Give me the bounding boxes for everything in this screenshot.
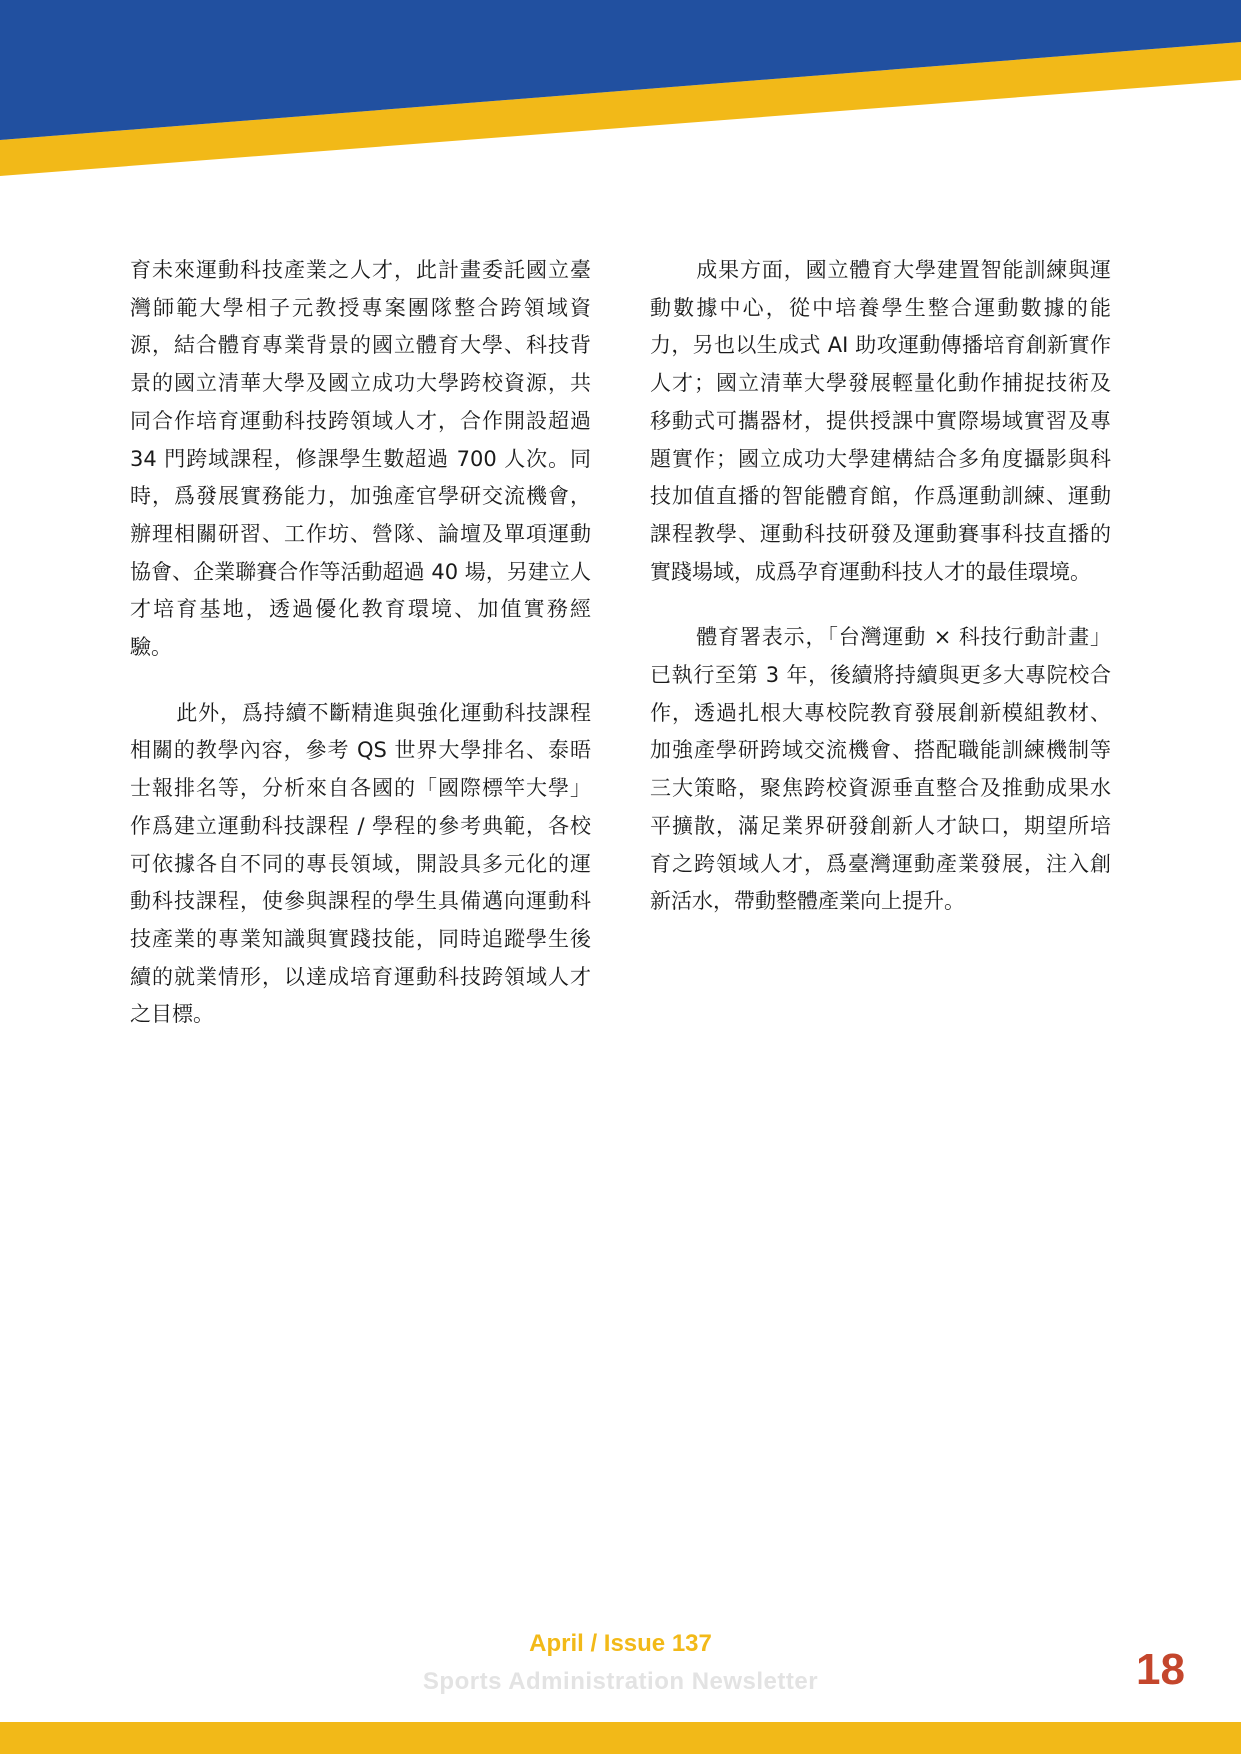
footer-yellow-bar xyxy=(0,1722,1241,1754)
right-column xyxy=(650,252,1111,949)
right-paragraph-1: 成果方面，國立體育大學建置智能訓練與運動數據中心，從中培養學生整合運動數據的能力，另也以生成式 AI 助攻運動傳播培育創新實作人才；國立清華大學發展輕量化動作捕捉技術及移動式可攜器材，提供授課中實際場域實習及專題實作；國立成功大學建構結合多角度攝影與科技加值直播的智能體育館，作爲運動訓練、運動課程教學、運動科技研發及運動賽事科技直播的實踐場域，成爲孕育運動科技人才的最佳環境。 xyxy=(650,258,1111,584)
left-paragraph-2: 此外，爲持續不斷精進與強化運動科技課程相關的教學內容，參考 QS 世界大學排名、泰晤士報排名等，分析來自各國的「國際標竿大學」作爲建立運動科技課程 / 學程的參考典範，各校可依據各自不同的專長領域，開設具多元化的運動科技課程，使參與課程的學生具備邁向運動科技產業的專業知識與實踐技能，同時追蹤學生後續的就業情形，以達成培育運動科技跨領域人才之目標。 xyxy=(130,700,591,1027)
left-column xyxy=(130,252,591,1062)
issue-label: April / Issue 137 xyxy=(529,1630,712,1657)
left-paragraph-1: 育未來運動科技產業之人才，此計畫委託國立臺灣師範大學相子元教授專案團隊整合跨領域資源，結合體育專業背景的國立體育大學、科技背景的國立清華大學及國立成功大學跨校資源，共同合作培育運動科技跨領域人才，合作開設超過 34 門跨域課程，修課學生數超過 700 人次。同時，爲發展實務能力，加強產官學研交流機會，辦理相關研習、工作坊、營隊、論壇及單項運動協會、企業聯賽合作等活動超過 40 場，另建立人才培育基地，透過優化教育環境、加值實務經驗。 xyxy=(130,258,591,660)
page-number: 18 xyxy=(1136,1645,1185,1694)
right-paragraph-2: 體育署表示，「台灣運動 × 科技行動計畫」已執行至第 3 年，後續將持續與更多大專院校合作，透過扎根大專校院教育發展創新模組教材、加強產學研跨域交流機會、搭配職能訓練機制等三大策略，聚焦跨校資源垂直整合及推動成果水平擴散，滿足業界研發創新人才缺口，期望所培育之跨領域人才，爲臺灣運動產業發展，注入創新活水，帶動整體產業向上提升。 xyxy=(650,625,1111,914)
newsletter-title: Sports Administration Newsletter xyxy=(422,1668,819,1695)
header-decoration xyxy=(0,0,1241,180)
